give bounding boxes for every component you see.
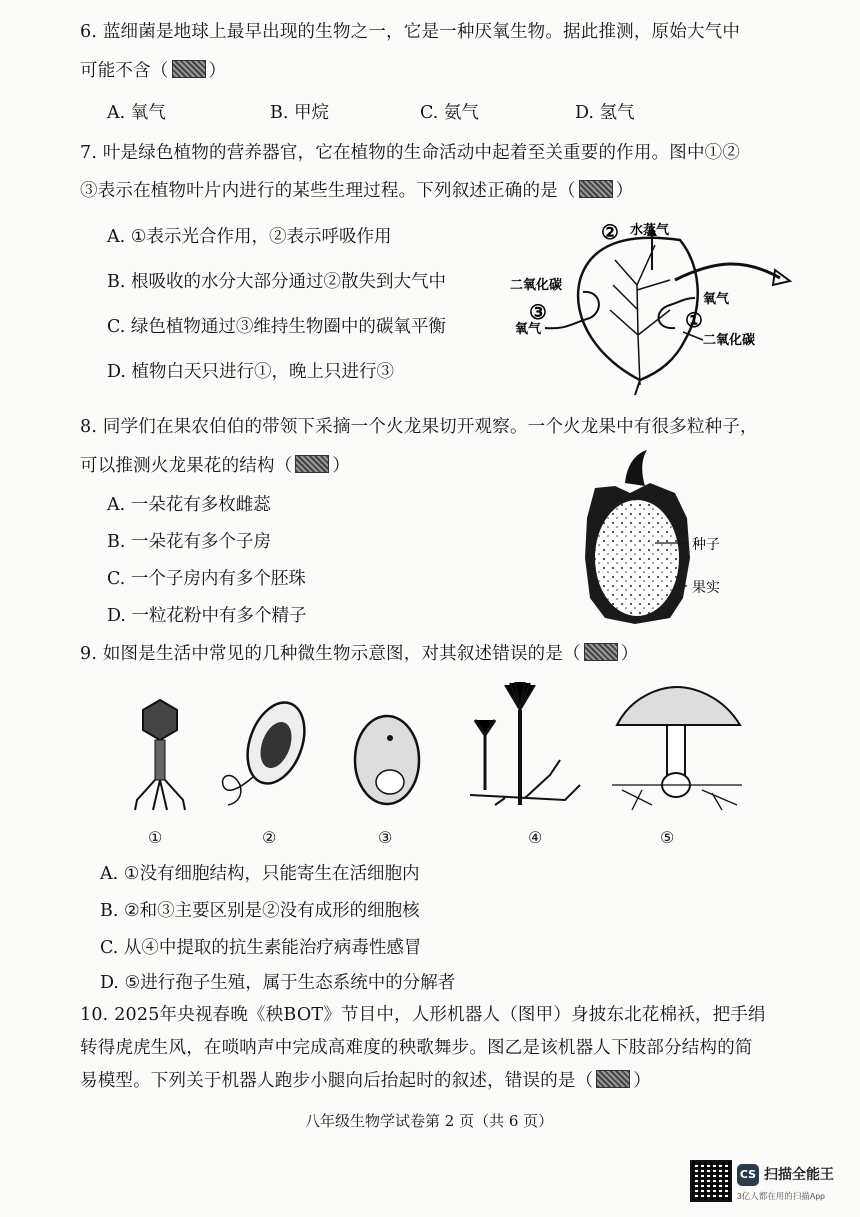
label-o2-right: 氧气 [703, 292, 730, 307]
q6-option-d: D. 氢气 [575, 103, 635, 123]
bacterium-figure [218, 695, 313, 810]
q10-stem-line2: 转得虎虎生风，在唢呐声中完成高难度的秧歌舞步。图乙是该机器人下肢部分结构的简 [80, 1038, 753, 1058]
process-3-loop [545, 292, 599, 328]
leaf-stem [635, 380, 640, 395]
penicillium-figure [465, 680, 585, 810]
q9-option-c: C. 从④中提取的抗生素能治疗病毒性感冒 [100, 938, 422, 958]
watermark-subtitle: 3亿人都在用的扫描App [737, 1191, 825, 1201]
caption-2: ② [262, 828, 277, 847]
q8-option-c: C. 一个子房内有多个胚珠 [107, 569, 306, 589]
q7-option-b: B. 根吸收的水分大部分通过②散失到大气中 [107, 272, 446, 292]
q8-option-b: B. 一朵花有多个子房 [107, 532, 271, 552]
watermark-title: 扫描全能王 [764, 1166, 834, 1182]
mushroom-figure [612, 685, 747, 815]
redaction-mask [596, 1070, 630, 1088]
q8-stem-line2: 可以推测火龙果花的结构（ ） [80, 456, 351, 476]
q6-option-a: A. 氧气 [107, 103, 166, 123]
q9-option-d: D. ⑤进行孢子生殖，属于生态系统中的分解者 [100, 973, 456, 993]
label-seed: 种子 [692, 537, 720, 553]
q10-stem-line3: 易模型。下列关于机器人跑步小腿向后抬起时的叙述，错误的是（ ） [80, 1071, 652, 1091]
label-3: ③ [529, 300, 547, 324]
q7-option-d: D. 植物白天只进行①，晚上只进行③ [107, 362, 395, 382]
leaf-vein [610, 245, 670, 385]
leaf-figure [505, 210, 805, 395]
camscanner-logo-icon: CS [737, 1164, 759, 1186]
redaction-mask [172, 60, 206, 78]
q8-option-d: D. 一粒花粉中有多个精子 [107, 606, 307, 626]
q9-option-b: B. ②和③主要区别是②没有成形的细胞核 [100, 901, 420, 921]
page-footer: 八年级生物学试卷第 2 页（共 6 页） [305, 1112, 554, 1130]
q6-option-b: B. 甲烷 [270, 103, 329, 123]
q9-option-a: A. ①没有细胞结构，只能寄生在活细胞内 [100, 864, 420, 884]
caption-3: ③ [378, 828, 393, 847]
arrow-right-out [675, 264, 780, 280]
q6-option-c: C. 氨气 [420, 103, 479, 123]
label-co2-left: 二氧化碳 [510, 278, 563, 293]
label-2: ② [601, 220, 619, 244]
label-co2-right: 二氧化碳 [703, 333, 756, 348]
redaction-mask [579, 180, 613, 198]
q7-stem-line2: ③表示在植物叶片内进行的某些生理过程。下列叙述正确的是（ ） [80, 181, 634, 201]
caption-1: ① [148, 828, 163, 847]
fruit-top-scale [625, 450, 647, 486]
q7-option-a: A. ①表示光合作用，②表示呼吸作用 [107, 227, 392, 247]
caption-4: ④ [528, 828, 543, 847]
q8-option-a: A. 一朵花有多枚雌蕊 [107, 495, 271, 515]
q10-stem-line1: 10. 2025年央视春晚《秧BOT》节目中，人形机器人（图甲）身披东北花棉袄，把手绢 [80, 1005, 766, 1025]
q6-stem-line1: 6. 蓝细菌是地球上最早出现的生物之一，它是一种厌氧生物。据此推测，原始大气中 [80, 22, 741, 42]
caption-5: ⑤ [660, 828, 675, 847]
q8-stem-line1: 8. 同学们在果农伯伯的带领下采摘一个火龙果切开观察。一个火龙果中有很多粒种子， [80, 417, 758, 437]
q7-option-c: C. 绿色植物通过③维持生物圈中的碳氧平衡 [107, 317, 446, 337]
dragon-fruit-figure [575, 448, 750, 628]
label-water-vapor: 水蒸气 [630, 223, 670, 238]
q7-stem-line1: 7. 叶是绿色植物的营养器官，它在植物的生命活动中起着至关重要的作用。图中①② [80, 143, 741, 163]
redaction-mask [584, 643, 618, 661]
yeast-figure [350, 710, 425, 810]
label-1: ① [685, 308, 703, 332]
virus-figure [125, 695, 195, 815]
label-o2-left: 氧气 [515, 322, 542, 337]
qr-code [690, 1160, 732, 1202]
label-fruit: 果实 [692, 580, 720, 596]
redaction-mask [295, 455, 329, 473]
q6-stem-line2: 可能不含（ ） [80, 61, 227, 81]
q9-stem: 9. 如图是生活中常见的几种微生物示意图，对其叙述错误的是（ ） [80, 644, 639, 664]
